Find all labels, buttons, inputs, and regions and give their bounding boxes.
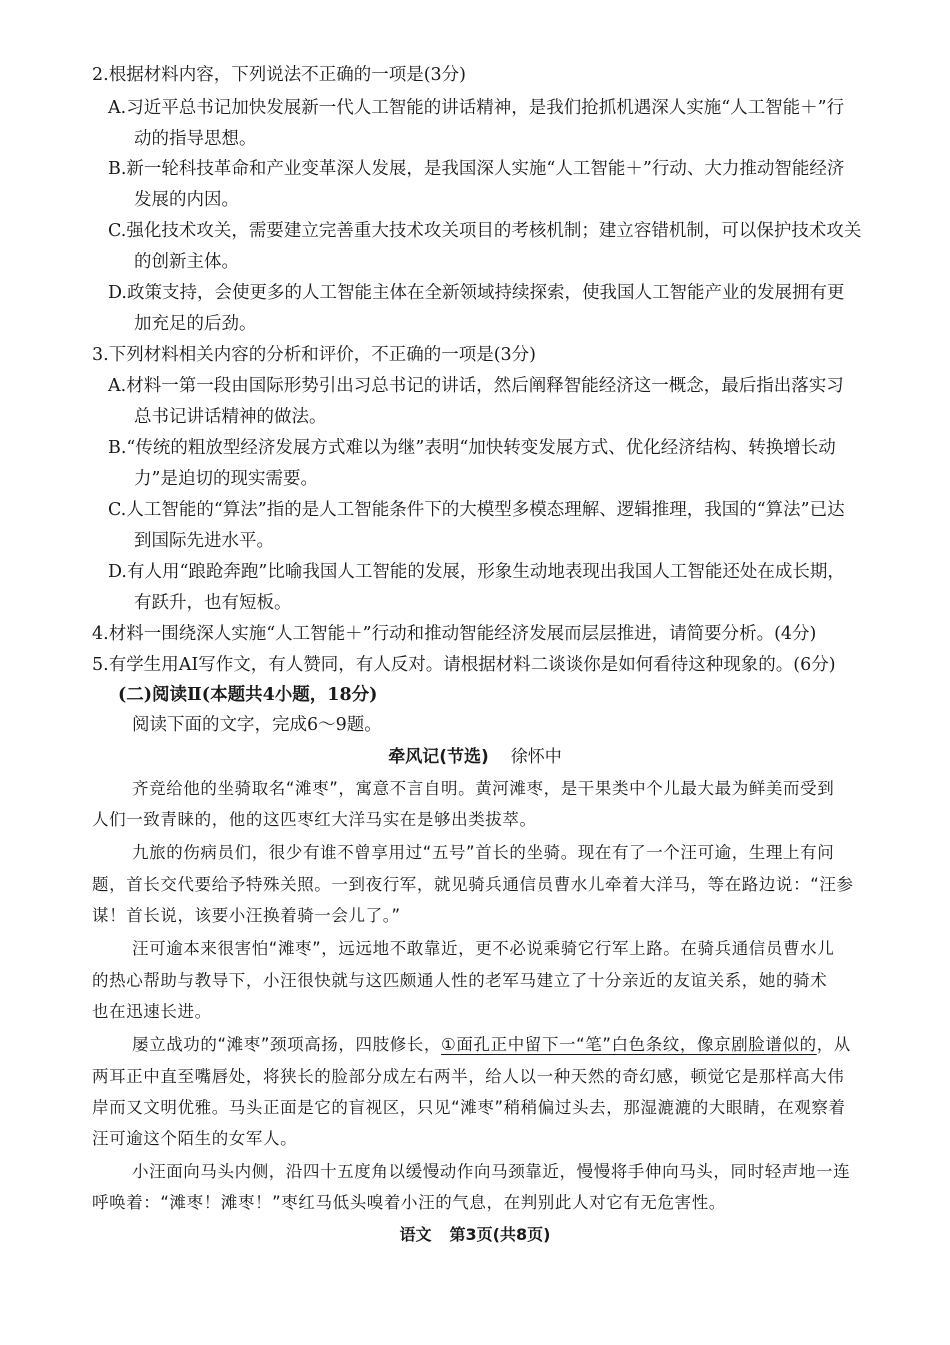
q3-option-c-cont: 到国际先进水平。 bbox=[134, 531, 274, 551]
q3-option-b-cont: 力”是迫切的现实需要。 bbox=[134, 469, 318, 489]
q3-stem: 3.下列材料相关内容的分析和评价，不正确的一项是(3分) bbox=[92, 345, 536, 365]
q2-option-d: D.政策支持，会使更多的人工智能主体在全新领域持续探索，使我国人工智能产业的发展拥有更 bbox=[108, 283, 845, 303]
q2-option-b-cont: 发展的内因。 bbox=[134, 190, 239, 210]
article-p4-line2: 两耳正中直至嘴唇处，将狭长的脸部分成左右两半，给人以一种天然的奇幻感，顿觉它是那样高大伟 bbox=[92, 1067, 845, 1086]
footer-page-number: 第3页(共8页) bbox=[449, 1225, 551, 1244]
article-p4-line3: 岸而又文明优雅。马头正面是它的盲视区，只见“滩枣”稍稍偏过头去，那湿漉漉的大眼睛，在观察着 bbox=[92, 1098, 846, 1117]
article-p1-line2: 人们一致青睐的，他的这匹枣红大洋马实在是够出类拔萃。 bbox=[92, 810, 537, 829]
article-title-text: 牵风记(节选) bbox=[388, 747, 489, 767]
article-p3-line3: 也在迅速长进。 bbox=[92, 1002, 212, 1021]
q5-stem: 5.有学生用AI写作文，有人赞同，有人反对。请根据材料二谈谈你是如何看待这种现象的。(6分) bbox=[92, 655, 836, 675]
underlined-sentence-1: ①面孔正中留下一“笔”白色条纹，像京剧脸谱似的 bbox=[441, 1035, 817, 1054]
q3-option-d-cont: 有跃升，也有短板。 bbox=[134, 593, 292, 613]
section-instruction: 阅读下面的文字，完成6～9题。 bbox=[132, 715, 382, 735]
article-p1-line1: 齐竞给他的坐骑取名“滩枣”，寓意不言自明。黄河滩枣，是干果类中个儿最大最为鲜美而受到 bbox=[132, 779, 835, 798]
article-p4-line1-pre: 屡立战功的“滩枣”颈项高扬，四肢修长， bbox=[132, 1035, 441, 1054]
q4-stem: 4.材料一围绕深人实施“人工智能＋”行动和推动智能经济发展而层层推进，请简要分析。(4分) bbox=[92, 624, 817, 644]
article-p3-line2: 的热心帮助与教导下，小汪很快就与这匹颇通人性的老军马建立了十分亲近的友谊关系，她的骑术 bbox=[92, 971, 828, 990]
article-p5-line2: 呼唤着：“滩枣！滩枣！”枣红马低头嗅着小汪的气息，在判别此人对它有无危害性。 bbox=[92, 1193, 726, 1212]
q2-option-d-cont: 加充足的后劲。 bbox=[134, 314, 257, 334]
article-p2-line1: 九旅的伤病员们，很少有谁不曾享用过“五号”首长的坐骑。现在有了一个汪可逾，生理上有问 bbox=[132, 843, 835, 862]
q3-option-d: D.有人用“踉跄奔跑”比喻我国人工智能的发展，形象生动地表现出我国人工智能还处在成长期， bbox=[108, 562, 845, 582]
section-heading: (二)阅读Ⅱ(本题共4小题，18分) bbox=[118, 685, 378, 705]
article-author: 徐怀中 bbox=[510, 747, 562, 767]
q2-option-a-cont: 动的指导思想。 bbox=[134, 129, 257, 149]
article-p2-line2: 题，首长交代要给予特殊关照。一到夜行军，就见骑兵通信员曹水儿牵着大洋马，等在路边说：“汪参 bbox=[92, 875, 854, 894]
page-footer bbox=[0, 1223, 950, 1247]
q2-option-b: B.新一轮科技革命和产业变革深人发展，是我国深人实施“人工智能＋”行动、大力推动智能经济 bbox=[108, 159, 845, 179]
q3-option-b: B.“传统的粗放型经济发展方式难以为继”表明“加快转变发展方式、优化经济结构、转换增长动 bbox=[108, 438, 836, 458]
article-p5-line1: 小汪面向马头内侧，沿四十五度角以缓慢动作向马颈靠近，慢慢将手伸向马头，同时轻声地一连 bbox=[132, 1162, 851, 1181]
q2-option-a: A.习近平总书记加快发展新一代人工智能的讲话精神，是我们抢抓机遇深人实施“人工智能＋”行 bbox=[108, 98, 845, 118]
article-p2-line3: 谋！首长说，该要小汪换着骑一会儿了。” bbox=[92, 906, 401, 925]
article-p4-line1 bbox=[132, 1033, 851, 1057]
article-p3-line1: 汪可逾本来很害怕“滩枣”，远远地不敢靠近，更不必说乘骑它行军上路。在骑兵通信员曹水儿 bbox=[132, 939, 835, 958]
q2-option-c-cont: 的创新主体。 bbox=[134, 252, 239, 272]
article-p4-line1-post: ，从 bbox=[816, 1035, 851, 1054]
q3-option-c: C.人工智能的“算法”指的是人工智能条件下的大模型多模态理解、逻辑推理，我国的“算法”已达 bbox=[108, 500, 845, 520]
q3-option-a: A.材料一第一段由国际形势引出习总书记的讲话，然后阐释智能经济这一概念，最后指出落实习 bbox=[108, 376, 844, 396]
footer-subject: 语文 bbox=[399, 1225, 432, 1244]
q2-option-c: C.强化技术攻关，需要建立完善重大技术攻关项目的考核机制；建立容错机制，可以保护技术攻关 bbox=[108, 221, 862, 241]
article-title bbox=[0, 745, 950, 769]
q2-stem: 2.根据材料内容，下列说法不正确的一项是(3分) bbox=[92, 65, 466, 85]
q3-option-a-cont: 总书记讲话精神的做法。 bbox=[134, 407, 327, 427]
article-p4-line4: 汪可逾这个陌生的女军人。 bbox=[92, 1129, 298, 1148]
